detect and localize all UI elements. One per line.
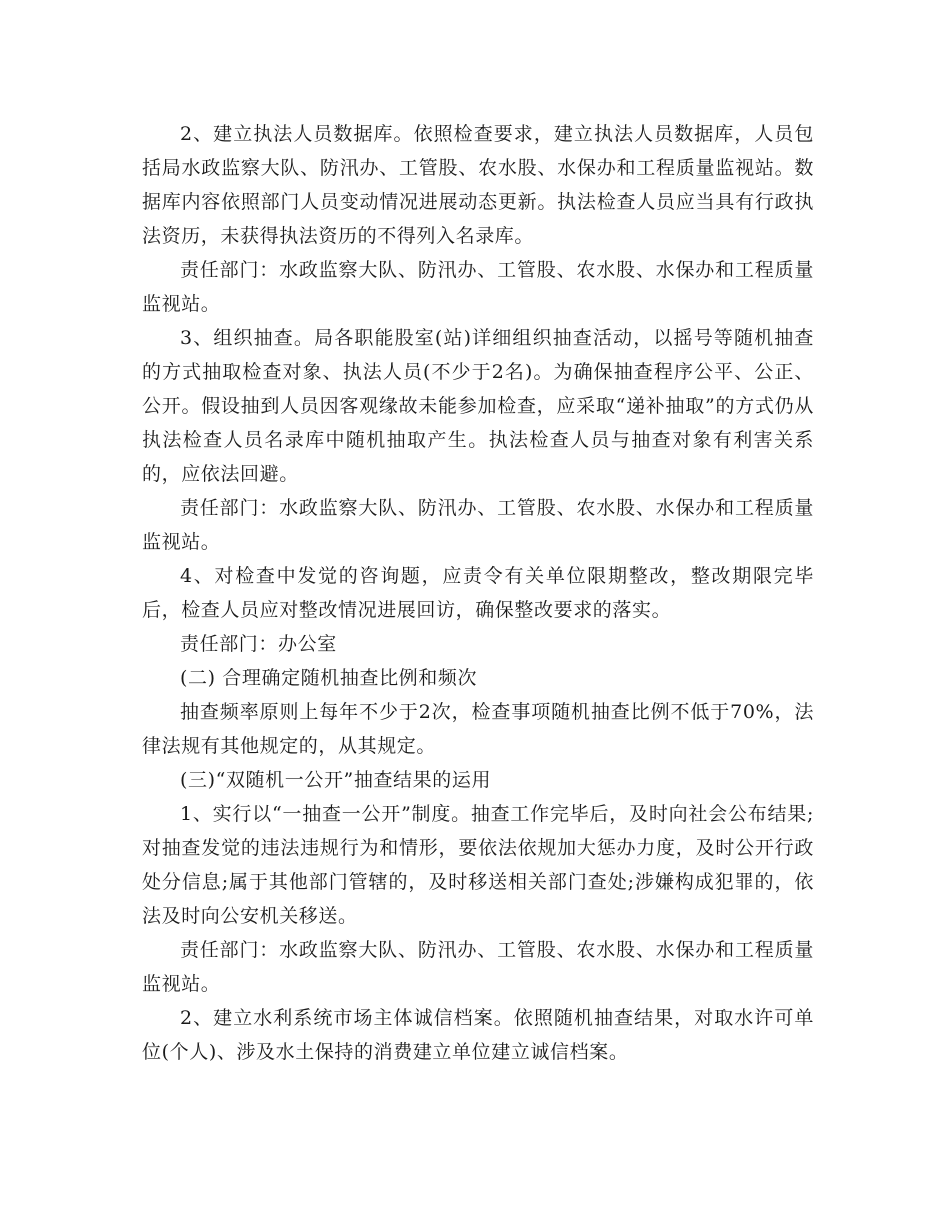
- paragraph-item-4-rectify: 4、对检查中发觉的咨询题，应责令有关单位限期整改，整改期限完毕后，检查人员应对整改情况进展回访，确保整改要求的落实。: [142, 565, 814, 621]
- section-heading-ratio: (二) 合理确定随机抽查比例和频次: [180, 667, 478, 689]
- paragraph-responsible-dept: 责任部门：水政监察大队、防汛办、工管股、农水股、水保办和工程质量监视站。: [142, 939, 814, 995]
- paragraph-item-3-organize: 3、组织抽查。局各职能股室(站)详细组织抽查活动，以摇号等随机抽查的方式抽取检查对象、执法人员(不少于2名)。为确保抽查程序公平、公正、公开。假设抽到人员因客观缘故未能参加检查，应采取“递补抽取”的方式仍从执法检查人员名录库中随机抽取产生。执法检查人员与抽查对象有利害关系的，应依法回避。: [142, 327, 814, 485]
- document-page: [142, 117, 814, 1069]
- paragraph-item-1-publicity: 1、实行以“一抽查一公开”制度。抽查工作完毕后，及时向社会公布结果;对抽查发觉的违法违规行为和情形，要依法依规加大惩办力度，及时公开行政处分信息;属于其他部门管辖的，及时移送相关部门查处;涉嫌构成犯罪的，依法及时向公安机关移送。: [142, 803, 814, 927]
- paragraph-responsible-dept: 责任部门：办公室: [180, 633, 337, 655]
- paragraph-item-2-database: 2、建立执法人员数据库。依照检查要求，建立执法人员数据库，人员包括局水政监察大队、防汛办、工管股、农水股、水保办和工程质量监视站。数据库内容依照部门人员变动情况进展动态更新。执法检查人员应当具有行政执法资历，未获得执法资历的不得列入名录库。: [142, 123, 814, 247]
- section-heading-results: (三)“双随机一公开”抽查结果的运用: [180, 769, 492, 791]
- paragraph-responsible-dept: 责任部门：水政监察大队、防汛办、工管股、农水股、水保办和工程质量监视站。: [142, 259, 814, 315]
- paragraph-item-2-credit-archive: 2、建立水利系统市场主体诚信档案。依照随机抽查结果，对取水许可单位(个人)、涉及水土保持的消费建立单位建立诚信档案。: [142, 1007, 814, 1063]
- paragraph-frequency: 抽查频率原则上每年不少于2次，检查事项随机抽查比例不低于70%，法律法规有其他规定的，从其规定。: [142, 701, 814, 757]
- paragraph-responsible-dept: 责任部门：水政监察大队、防汛办、工管股、农水股、水保办和工程质量监视站。: [142, 497, 814, 553]
